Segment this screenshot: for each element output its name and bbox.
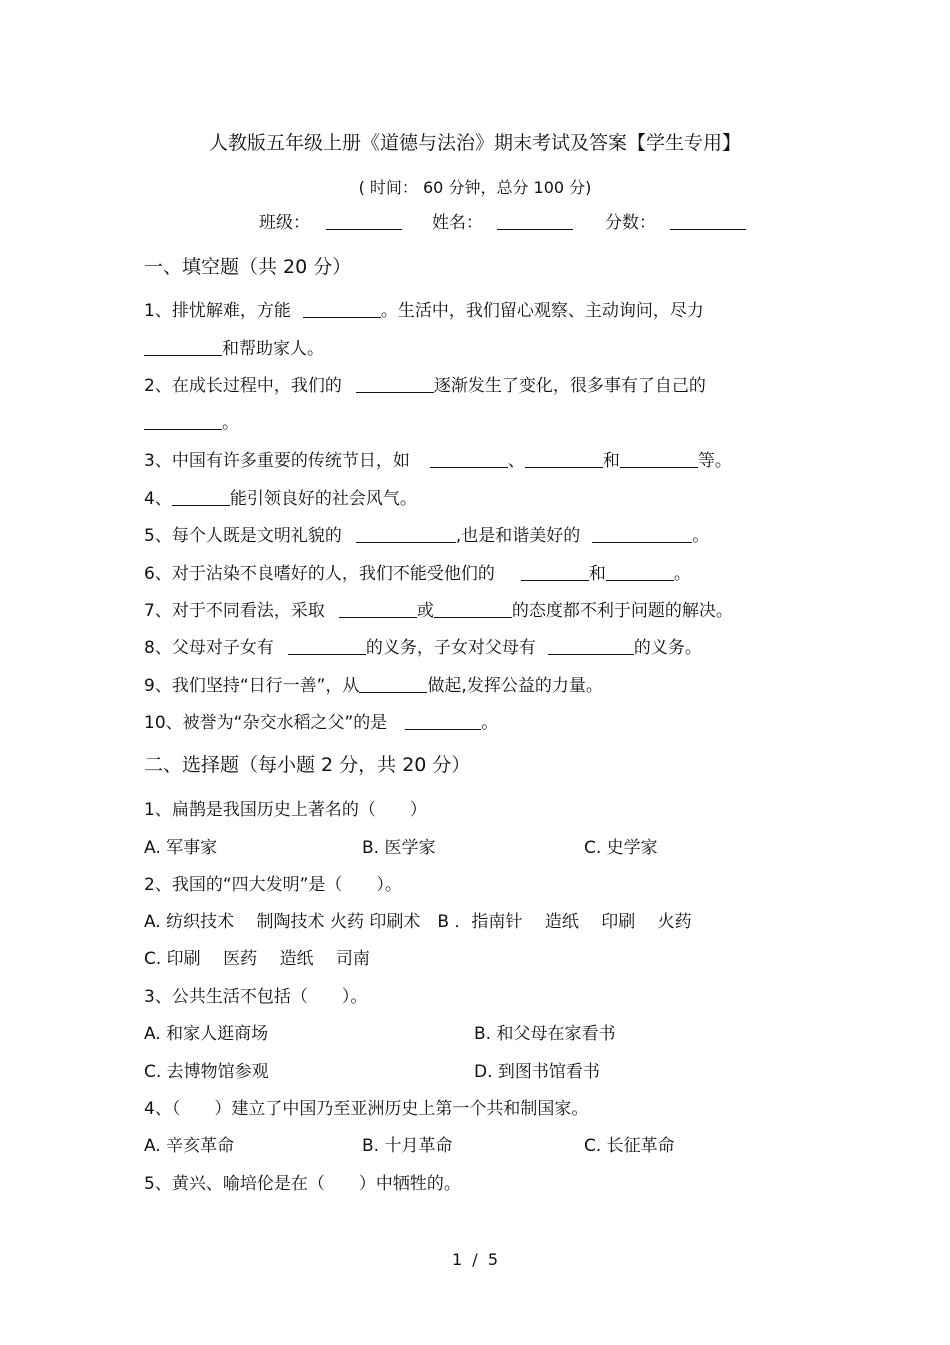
score-blank — [670, 212, 746, 230]
q-text: 7、对于不同看法，采取 — [144, 601, 325, 621]
name-field — [432, 212, 573, 234]
section-heading-fill-blank: 一、填空题（共 20 分） — [144, 256, 352, 278]
question-1-6 — [144, 563, 691, 585]
answer-blank — [525, 450, 603, 468]
section-heading-multiple-choice: 二、选择题（每小题 2 分，共 20 分） — [144, 754, 471, 776]
q-text: 10、被誉为“杂交水稻之父”的是 — [144, 713, 388, 733]
q-text: 等。 — [697, 451, 732, 471]
name-label: 姓名： — [432, 213, 483, 233]
answer-blank — [592, 525, 692, 543]
document-title: 人教版五年级上册《道德与法治》期末考试及答案【学生专用】 — [208, 132, 741, 154]
q-text: 、 — [507, 451, 525, 471]
answer-blank — [356, 375, 434, 393]
q-text: 3、中国有许多重要的传统节日，如 — [144, 451, 410, 471]
answer-blank — [521, 563, 589, 581]
option-2-3-d: D. 到图书馆看书 — [474, 1062, 600, 1082]
class-label: 班级： — [259, 213, 310, 233]
q-text: 4、 — [144, 489, 172, 509]
q-text: 和帮助家人。 — [222, 339, 324, 359]
q-text: 或 — [416, 601, 434, 621]
question-1-2 — [144, 375, 706, 397]
question-2-4: 4、（ ）建立了中国乃至亚洲历史上第一个共和制国家。 — [144, 1099, 589, 1119]
answer-blank — [548, 637, 634, 655]
question-1-3 — [144, 450, 732, 472]
option-2-1-a: A. 军事家 — [144, 838, 218, 858]
q-text: 和 — [588, 564, 606, 584]
exam-info: ( 时间： 60 分钟，总分 100 分) — [358, 178, 592, 197]
q-text: 的义务，子女对父母有 — [365, 638, 536, 658]
option-2-4-a: A. 辛亥革命 — [144, 1136, 235, 1156]
q-text: 能引领良好的社会风气。 — [229, 489, 417, 509]
question-1-1 — [144, 300, 704, 322]
q-text: 做起,发挥公益的力量。 — [427, 676, 603, 696]
class-blank — [326, 212, 402, 230]
question-1-9 — [144, 675, 603, 697]
option-2-1-c: C. 史学家 — [584, 838, 658, 858]
q-text: 的义务。 — [633, 638, 702, 658]
answer-blank — [172, 488, 230, 506]
answer-blank — [359, 675, 427, 693]
answer-blank — [288, 637, 366, 655]
q-text: 2、在成长过程中，我们的 — [144, 376, 342, 396]
answer-blank — [144, 412, 222, 430]
name-blank — [497, 212, 573, 230]
page-number: 1 / 5 — [451, 1250, 499, 1269]
answer-blank — [606, 563, 674, 581]
q-text: 和 — [602, 451, 620, 471]
question-1-4 — [144, 488, 417, 510]
question-1-7 — [144, 600, 733, 622]
q-text: 。 — [222, 413, 239, 433]
question-1-10 — [144, 712, 498, 734]
q-text: 。 — [692, 526, 710, 546]
option-2-1-b: B. 医学家 — [362, 838, 436, 858]
question-1-1-cont — [144, 338, 324, 360]
question-1-8 — [144, 637, 702, 659]
q-text: 8、父母对子女有 — [144, 638, 274, 658]
answer-blank — [405, 712, 481, 730]
q-text: 5、每个人既是文明礼貌的 — [144, 526, 342, 546]
answer-blank — [144, 338, 222, 356]
option-2-3-a: A. 和家人逛商场 — [144, 1024, 269, 1044]
question-1-2-cont — [144, 412, 239, 434]
option-2-2-ab: A. 纺织技术 制陶技术 火药 印刷术 B ．指南针 造纸 印刷 火药 — [144, 912, 692, 932]
answer-blank — [356, 525, 456, 543]
answer-blank — [303, 300, 381, 318]
option-2-3-b: B. 和父母在家看书 — [474, 1024, 616, 1044]
score-label: 分数： — [605, 213, 656, 233]
option-2-4-c: C. 长征革命 — [584, 1136, 675, 1156]
question-2-1: 1、扁鹊是我国历史上著名的（ ） — [144, 800, 427, 820]
option-2-2-c: C. 印刷 医药 造纸 司南 — [144, 949, 370, 969]
q-text: 6、对于沾染不良嗜好的人，我们不能受他们的 — [144, 564, 495, 584]
q-text: 9、我们坚持“日行一善”，从 — [144, 676, 360, 696]
class-field — [259, 212, 402, 234]
q-text: 1、排忧解难，方能 — [144, 301, 291, 321]
q-text: 的态度都不利于问题的解决。 — [511, 601, 733, 621]
option-2-4-b: B. 十月革命 — [362, 1136, 453, 1156]
question-1-5 — [144, 525, 709, 547]
q-text: 。 — [673, 564, 691, 584]
question-2-5: 5、黄兴、喻培伦是在（ ）中牺牲的。 — [144, 1174, 461, 1194]
question-2-3: 3、公共生活不包括（ ）。 — [144, 987, 368, 1007]
answer-blank — [339, 600, 417, 618]
answer-blank — [620, 450, 698, 468]
question-2-2: 2、我国的“四大发明”是（ ）。 — [144, 875, 402, 895]
q-text: 。 — [481, 713, 499, 733]
score-field — [605, 212, 746, 234]
answer-blank — [430, 450, 508, 468]
q-text: ,也是和谐美好的 — [455, 526, 581, 546]
option-2-3-c: C. 去博物馆参观 — [144, 1062, 269, 1082]
answer-blank — [434, 600, 512, 618]
q-text: 。生活中，我们留心观察、主动询问，尽力 — [380, 301, 704, 321]
q-text: 逐渐发生了变化，很多事有了自己的 — [433, 376, 706, 396]
